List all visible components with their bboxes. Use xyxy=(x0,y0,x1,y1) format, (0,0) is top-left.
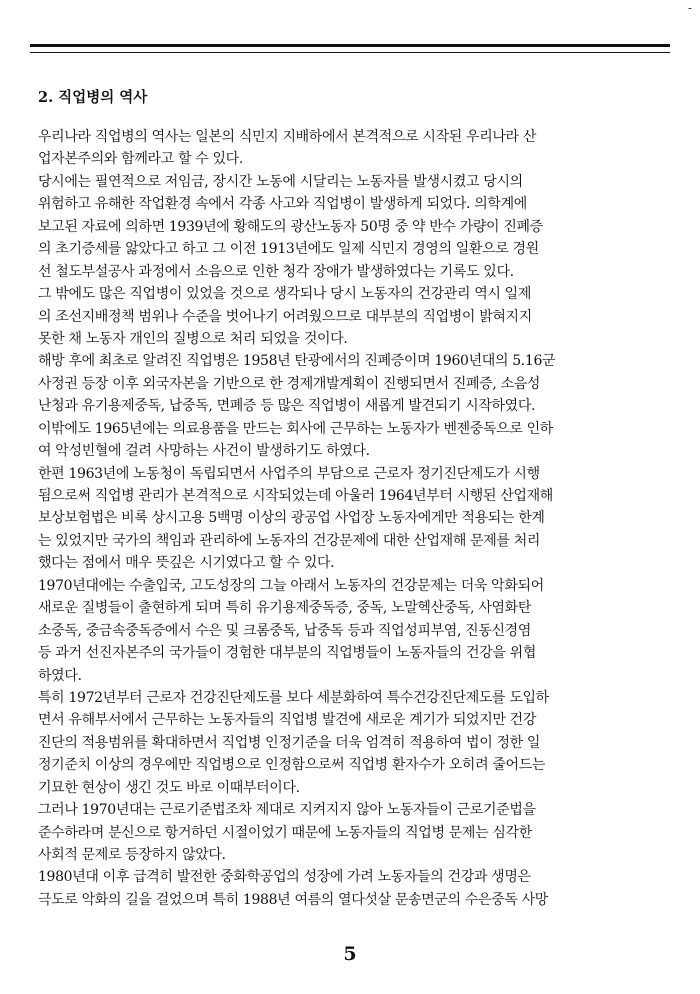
text-line: 해방 후에 최초로 알려진 직업병은 1958년 탄광에서의 진폐증이며 1960년대의 5.16군 xyxy=(38,353,556,370)
text-line: 1970년대에는 수출입국, 고도성장의 그늘 아래서 노동자의 건강문제는 더욱 악화되어 xyxy=(38,577,544,594)
text-line: 는 있었지만 국가의 책임과 관리하에 노동자의 건강문제에 대한 산업재해 문제를 처리 xyxy=(38,532,541,549)
text-line: 기묘한 현상이 생긴 것도 바로 이때부터이다. xyxy=(38,779,300,796)
section-heading: 2. 직업병의 역사 xyxy=(38,89,148,106)
text-line: 의 초기증세를 앓았다고 하고 그 이전 1913년에도 일제 식민지 경영의 일환으로 경원 xyxy=(38,241,539,258)
text-line: 사회적 문제로 등장하지 않았다. xyxy=(38,847,226,863)
text-line: 진단의 적용범위를 확대하면서 직업병 인정기준을 더욱 엄격히 적용하여 법이 정한 일 xyxy=(38,734,541,751)
text-line: 당시에는 필연적으로 저임금, 장시간 노동에 시달리는 노동자를 발생시켰고 당시의 xyxy=(38,173,523,190)
text-line: 새로운 질병들이 출현하게 되며 특히 유기용제중독증, 중독, 노말헥산중독, 사염화탄 xyxy=(38,600,532,617)
text-line: 이밖에도 1965년에는 의료용품을 만드는 회사에 근무하는 노동자가 벤젠중독으로 인하 xyxy=(38,420,553,437)
text-line: 그 밖에도 많은 직업병이 있었을 것으로 생각되나 당시 노동자의 건강관리 역시 일제 xyxy=(38,286,532,303)
text-line: 한편 1963년에 노동청이 독립되면서 사업주의 부담으로 근로자 정기진단제도가 시행 xyxy=(38,465,540,482)
body-text xyxy=(38,126,662,911)
text-line: 우리나라 직업병의 역사는 일본의 식민지 지배하에서 본격적으로 시작된 우리나라 산 xyxy=(38,129,536,145)
header-rule-thick xyxy=(30,44,670,47)
page-number: 5 xyxy=(343,943,357,965)
text-line: 정기준치 이상의 경우에만 직업병으로 인정함으로써 직업병 환자수가 오히려 줄어드는 xyxy=(38,757,546,774)
text-line: 선 철도부설공사 과정에서 소음으로 인한 청각 장애가 발생하였다는 기록도 있다. xyxy=(38,263,514,280)
text-line: 난청과 유기용제중독, 납중독, 면폐증 등 많은 직업병이 새롭게 발견되기 시작하였다. xyxy=(38,398,536,415)
text-line: 1980년대 이후 급격히 발전한 중화학공업의 성장에 가려 노동자들의 건강과 생명은 xyxy=(38,869,531,886)
text-line: 소중독, 중금속중독증에서 수은 및 크롬중독, 납중독 등과 직업성피부염, 진동신경염 xyxy=(38,622,532,639)
text-line: 의 조선지배정책 범위나 수준을 벗어나기 어려웠으므로 대부분의 직업병이 밝혀지지 xyxy=(38,308,532,325)
text-line: 사정권 등장 이후 외국자본을 기반으로 한 경제개발계획이 진행되면서 진폐증, 소음성 xyxy=(38,375,541,392)
text-line: 준수하라며 분신으로 항거하던 시절이었기 때문에 노동자들의 직업병 문제는 심각한 xyxy=(38,824,532,841)
text-line: 보상보험법은 비록 상시고용 5백명 이상의 광공업 사업장 노동자에게만 적용되는 한계 xyxy=(38,510,545,527)
text-line: 특히 1972년부터 근로자 건강진단제도를 보다 세분화하여 특수건강진단제도를 도입하 xyxy=(38,689,549,706)
text-line: 등 과거 선진자본주의 국가들이 경험한 대부분의 직업병들이 노동자들의 건강을 위협 xyxy=(38,645,536,662)
text-line: 극도로 악화의 길을 걸었으며 특히 1988년 여름의 열다섯살 문송면군의 수은중독 사망 xyxy=(38,891,548,908)
header-rule-thin xyxy=(30,52,670,53)
text-line: 못한 채 노동자 개인의 질병으로 처리 되었을 것이다. xyxy=(38,330,348,347)
corner-mark: - xyxy=(688,1,693,15)
text-line: 하였다. xyxy=(38,667,82,684)
text-line: 보고된 자료에 의하면 1939년에 황해도의 광산노동자 50명 중 약 반수 가량이 진폐증 xyxy=(38,218,543,235)
text-line: 여 악성빈혈에 걸려 사망하는 사건이 발생하기도 하였다. xyxy=(38,443,370,460)
text-line: 업자본주의와 함께라고 할 수 있다. xyxy=(38,151,243,168)
text-line: 그러나 1970년대는 근로기준법조차 제대로 지켜지지 않아 노동자들이 근로기준법을 xyxy=(38,802,536,819)
text-line: 면서 유해부서에서 근무하는 노동자들의 직업병 발견에 새로운 계기가 되었지만 건강 xyxy=(38,712,536,729)
text-line: 됨으로써 직업병 관리가 본격적으로 시작되었는데 아울러 1964년부터 시행된 산업재해 xyxy=(38,488,553,504)
text-line: 했다는 점에서 매우 뜻깊은 시기였다고 할 수 있다. xyxy=(38,555,335,572)
text-line: 위험하고 유해한 작업환경 속에서 각종 사고와 직업병이 발생하게 되었다. 의학계에 xyxy=(38,196,527,213)
